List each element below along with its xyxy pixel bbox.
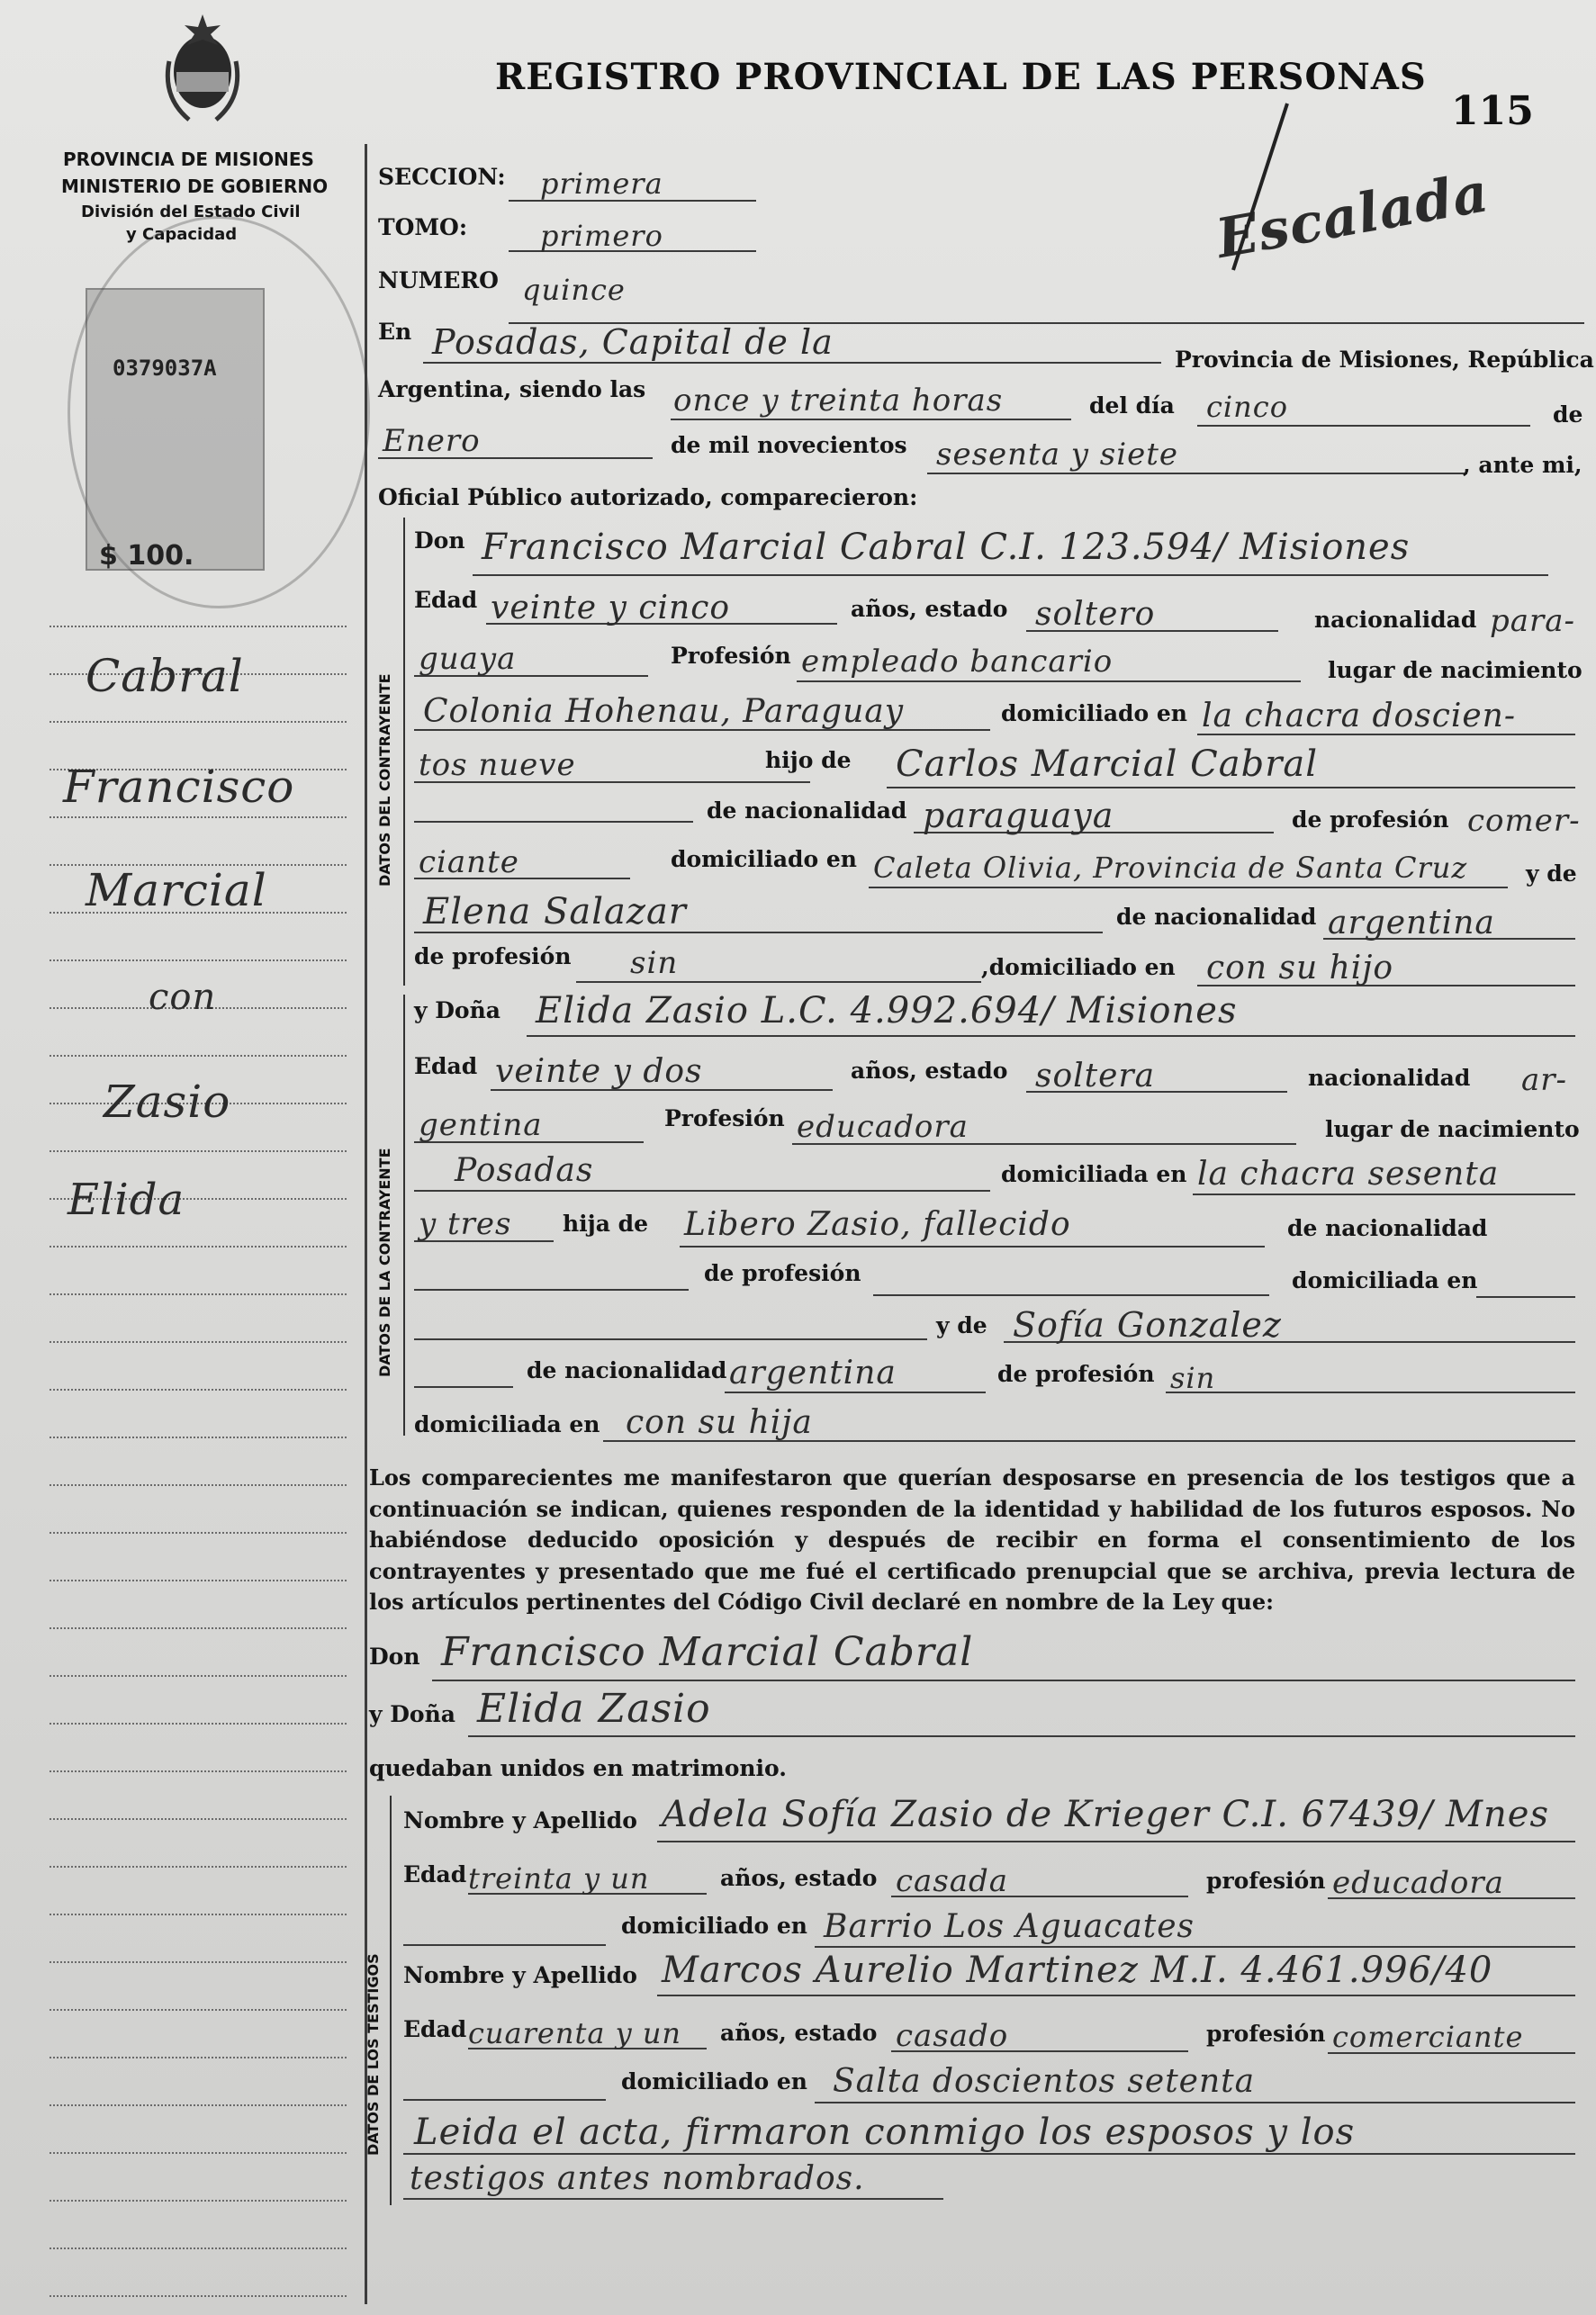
bride-section-label: DATOS DE LA CONTRAYENTE bbox=[376, 1148, 393, 1377]
bride-dom-1: la chacra sesenta bbox=[1197, 1156, 1500, 1193]
union-dona-label: y Doña bbox=[369, 1701, 455, 1727]
w1-dom-label: domiciliado en bbox=[621, 1913, 807, 1939]
oficial-text: Oficial Público autorizado, comparecieron: bbox=[378, 484, 918, 510]
margin-dotted-line bbox=[50, 1246, 347, 1248]
margin-dotted-line bbox=[50, 1914, 347, 1915]
bride-padre-line bbox=[680, 1246, 1265, 1248]
del-dia-label: del día bbox=[1089, 392, 1175, 419]
anio-line bbox=[927, 473, 1467, 474]
w2-name-line bbox=[657, 1995, 1575, 1996]
bride-prof-label: Profesión bbox=[664, 1105, 785, 1131]
numero-label: NUMERO bbox=[378, 267, 499, 293]
bride-madre-prof: sin bbox=[1170, 1361, 1216, 1395]
closing-text-2: testigos antes nombrados. bbox=[410, 2160, 865, 2197]
w1-dom-line bbox=[815, 1946, 1575, 1948]
signature-flourish-icon bbox=[1197, 99, 1296, 279]
seccion-label: SECCION: bbox=[378, 164, 506, 190]
union-groom: Francisco Marcial Cabral bbox=[441, 1629, 974, 1675]
w2-dom-blank bbox=[403, 2099, 606, 2101]
w1-prof: educadora bbox=[1332, 1865, 1504, 1901]
page-title: REGISTRO PROVINCIAL DE LAS PERSONAS bbox=[495, 56, 1427, 98]
coat-of-arms-icon bbox=[153, 7, 252, 133]
bride-dom-2: y tres bbox=[419, 1206, 512, 1242]
folio-number: 115 bbox=[1451, 88, 1534, 134]
bride-madre-dom: con su hija bbox=[626, 1404, 813, 1441]
groom-padre-prof-1: comer- bbox=[1467, 803, 1581, 839]
hora-value: once y treinta horas bbox=[673, 383, 1004, 419]
bride-name-line bbox=[527, 1035, 1575, 1037]
margin-dotted-line bbox=[50, 2104, 347, 2106]
w1-prof-label: profesión bbox=[1206, 1868, 1326, 1894]
margin-given-name: Francisco bbox=[63, 761, 295, 813]
w1-name: Adela Sofía Zasio de Krieger C.I. 67439/ Mnes bbox=[662, 1794, 1549, 1835]
margin-dotted-line bbox=[50, 1150, 347, 1152]
groom-dom-line bbox=[1197, 734, 1575, 735]
bride-y-de-label: y de bbox=[936, 1312, 987, 1338]
bride-name: Elida Zasio L.C. 4.992.694/ Misiones bbox=[536, 990, 1238, 1031]
bride-edad: veinte y dos bbox=[495, 1053, 703, 1090]
groom-madre-nac-label: de nacionalidad bbox=[1116, 904, 1317, 930]
margin-bride-surname: Zasio bbox=[104, 1076, 231, 1128]
groom-dom-label: domiciliado en bbox=[1001, 700, 1187, 726]
stamp-value: $ 100. bbox=[99, 540, 194, 572]
w2-name: Marcos Aurelio Martinez M.I. 4.461.996/40 bbox=[662, 1950, 1493, 1991]
bride-anos-label: años, estado bbox=[851, 1058, 1008, 1084]
groom-edad-label: Edad bbox=[414, 587, 478, 613]
witness-section-label: DATOS DE LOS TESTIGOS bbox=[365, 1953, 382, 2156]
groom-padre-dom: Caleta Olivia, Provincia de Santa Cruz bbox=[873, 851, 1468, 885]
margin-dotted-line bbox=[50, 1341, 347, 1343]
bride-dom-line bbox=[1193, 1194, 1575, 1195]
bride-edad-label: Edad bbox=[414, 1053, 478, 1079]
margin-dotted-line bbox=[50, 1723, 347, 1725]
bride-nac-1: ar- bbox=[1521, 1062, 1568, 1098]
dia-value: cinco bbox=[1206, 390, 1288, 424]
w1-dom: Barrio Los Aguacates bbox=[824, 1908, 1195, 1945]
w1-estado: casada bbox=[896, 1863, 1009, 1899]
province-heading: PROVINCIA DE MISIONES bbox=[63, 149, 314, 170]
groom-anos-label: años, estado bbox=[851, 596, 1008, 622]
w2-dom-line bbox=[815, 2102, 1575, 2103]
bride-madre-prof-line bbox=[1166, 1392, 1575, 1393]
groom-madre-prof-line bbox=[576, 981, 981, 983]
bride-madre-nac-line bbox=[725, 1392, 986, 1393]
seccion-value: primera bbox=[540, 167, 663, 201]
margin-dotted-line bbox=[50, 2152, 347, 2154]
margin-surname: Cabral bbox=[86, 650, 244, 702]
bride-nac-2: gentina bbox=[419, 1107, 543, 1143]
bride-lugar: Posadas bbox=[455, 1152, 594, 1189]
groom-padre-prof-2: ciante bbox=[419, 844, 519, 880]
bride-nac-label: nacionalidad bbox=[1308, 1065, 1471, 1091]
margin-dotted-line bbox=[50, 816, 347, 818]
groom-padre-nac-label: de nacionalidad bbox=[707, 797, 907, 824]
bride-padre-prof-label: de profesión bbox=[704, 1260, 861, 1286]
w1-nombre-label: Nombre y Apellido bbox=[403, 1807, 637, 1833]
bride-dom-label: domiciliada en bbox=[1001, 1161, 1187, 1187]
bride-madre: Sofía Gonzalez bbox=[1013, 1305, 1282, 1345]
margin-dotted-line bbox=[50, 1580, 347, 1581]
tomo-label: TOMO: bbox=[378, 214, 468, 240]
bride-madre-dom-label: domiciliada en bbox=[414, 1411, 600, 1437]
stamp-number: 0379037A bbox=[113, 356, 217, 381]
closing-line-1 bbox=[403, 2153, 1575, 2155]
w1-edad: treinta y un bbox=[468, 1861, 650, 1896]
bride-madre-prof-label: de profesión bbox=[997, 1361, 1155, 1387]
bride-profesion: educadora bbox=[797, 1109, 969, 1145]
w2-dom: Salta doscientos setenta bbox=[833, 2063, 1256, 2100]
margin-dotted-line bbox=[50, 2200, 347, 2202]
margin-dotted-line bbox=[50, 1627, 347, 1629]
legal-paragraph: Los comparecientes me manifestaron que querían desposarse en presencia de los testigos que a continuación se indican, quienes responden de la identidad y habilidad de los futuros esposos. No habiéndose deducido oposición y después de recibir en forma el consentimiento de los contrayentes y presentado que me fué el certificado prenupcial que se archiva, previa lectura de los artículos pertinentes del Código Civil declaré en nombre de la Ley que: bbox=[369, 1464, 1575, 1615]
groom-name: Francisco Marcial Cabral C.I. 123.594/ Misiones bbox=[482, 527, 1411, 568]
groom-lugar: Colonia Hohenau, Paraguay bbox=[423, 693, 905, 730]
margin-con: con bbox=[149, 977, 217, 1018]
margin-dotted-line bbox=[50, 1770, 347, 1772]
revenue-stamp bbox=[86, 288, 265, 571]
groom-madre: Elena Salazar bbox=[423, 891, 687, 932]
bride-padre-nac-label: de nacionalidad bbox=[1287, 1215, 1488, 1241]
w2-edad: cuarenta y un bbox=[468, 2016, 682, 2050]
groom-name-line bbox=[473, 574, 1548, 576]
margin-dotted-line bbox=[50, 2247, 347, 2249]
groom-padre-dom-label: domiciliado en bbox=[671, 846, 857, 872]
groom-dom-2: tos nueve bbox=[419, 747, 576, 783]
groom-don-label: Don bbox=[414, 527, 465, 554]
tomo-value: primero bbox=[540, 219, 663, 253]
w2-nombre-label: Nombre y Apellido bbox=[403, 1962, 637, 1988]
bride-lugar-label: lugar de nacimiento bbox=[1325, 1116, 1580, 1142]
provincia-text: Provincia de Misiones, República bbox=[1175, 347, 1594, 373]
bride-dona-label: y Doña bbox=[414, 997, 500, 1023]
witness-section-rule bbox=[390, 1796, 392, 2205]
en-line bbox=[423, 362, 1161, 364]
groom-padre-line bbox=[887, 787, 1575, 788]
groom-dom-1: la chacra doscien- bbox=[1202, 698, 1517, 734]
groom-estado: soltero bbox=[1035, 596, 1156, 633]
groom-padre: Carlos Marcial Cabral bbox=[896, 743, 1318, 785]
w2-anos-label: años, estado bbox=[720, 2020, 878, 2046]
margin-dotted-line bbox=[50, 1437, 347, 1438]
dia-line bbox=[1197, 425, 1530, 427]
bride-padre: Libero Zasio, fallecido bbox=[684, 1206, 1071, 1243]
en-label: En bbox=[378, 319, 412, 345]
de-label: de bbox=[1553, 401, 1583, 428]
bride-section-rule bbox=[403, 995, 405, 1436]
w1-name-line bbox=[657, 1841, 1575, 1842]
groom-edad: veinte y cinco bbox=[491, 590, 731, 626]
groom-prof-label: Profesión bbox=[671, 643, 791, 669]
margin-dotted-line bbox=[50, 1484, 347, 1486]
groom-madre-dom-label: ,domiciliado en bbox=[981, 954, 1176, 980]
registrar-signature: Escalada bbox=[1212, 161, 1494, 271]
margin-dotted-line bbox=[50, 1055, 347, 1057]
de-mil-label: de mil novecientos bbox=[671, 432, 907, 458]
union-bride: Elida Zasio bbox=[477, 1686, 711, 1732]
division-heading-2: y Capacidad bbox=[126, 225, 238, 244]
groom-padre-blank bbox=[414, 821, 693, 823]
margin-middle-name: Marcial bbox=[86, 864, 267, 916]
bride-madre-blank bbox=[414, 1386, 513, 1388]
bride-padre-dom-blank bbox=[414, 1338, 927, 1340]
margin-dotted-line bbox=[50, 959, 347, 961]
groom-nac-2: guaya bbox=[419, 641, 517, 677]
groom-padre-nac: paraguaya bbox=[923, 796, 1114, 835]
margin-dotted-line bbox=[50, 1675, 347, 1677]
groom-madre-nac: argentina bbox=[1328, 905, 1495, 941]
margin-dotted-line bbox=[50, 2295, 347, 2297]
bride-padre-dom-line bbox=[1476, 1296, 1575, 1298]
margin-bride-name: Elida bbox=[68, 1175, 185, 1225]
closing-line-2 bbox=[403, 2198, 943, 2200]
margin-dotted-line bbox=[50, 626, 347, 627]
ministry-heading: MINISTERIO DE GOBIERNO bbox=[61, 176, 329, 197]
w2-prof: comerciante bbox=[1332, 2020, 1524, 2054]
w1-edad-label: Edad bbox=[403, 1861, 467, 1887]
groom-madre-dom: con su hijo bbox=[1206, 950, 1394, 986]
margin-dotted-line bbox=[50, 1293, 347, 1295]
margin-dotted-line bbox=[50, 1389, 347, 1391]
groom-section-rule bbox=[403, 518, 405, 986]
anio-value: sesenta y siete bbox=[936, 437, 1179, 473]
w2-prof-label: profesión bbox=[1206, 2021, 1326, 2047]
w2-dom-label: domiciliado en bbox=[621, 2068, 807, 2094]
union-groom-line bbox=[432, 1680, 1575, 1681]
bride-madre-nac-label: de nacionalidad bbox=[527, 1357, 727, 1383]
margin-dotted-line bbox=[50, 1532, 347, 1534]
closing-text-1: Leida el acta, firmaron conmigo los esposos y los bbox=[414, 2112, 1356, 2153]
groom-section-label: DATOS DEL CONTRAYENTE bbox=[376, 673, 393, 887]
mes-value: Enero bbox=[383, 423, 481, 459]
groom-hijo-label: hijo de bbox=[765, 747, 852, 773]
groom-padre-dom-line bbox=[869, 887, 1508, 888]
bride-madre-nac: argentina bbox=[729, 1355, 897, 1392]
margin-dotted-line bbox=[50, 2057, 347, 2058]
bride-hija-label: hija de bbox=[563, 1211, 649, 1237]
bride-padre-prof-line bbox=[873, 1294, 1269, 1296]
en-value: Posadas, Capital de la bbox=[432, 322, 834, 362]
union-closing: quedaban unidos en matrimonio. bbox=[369, 1755, 787, 1781]
ante-mi-label: , ante mi, bbox=[1463, 452, 1582, 478]
bride-lugar-line bbox=[414, 1190, 990, 1192]
union-don-label: Don bbox=[369, 1644, 420, 1670]
margin-dotted-line bbox=[50, 1866, 347, 1868]
w1-anos-label: años, estado bbox=[720, 1865, 878, 1891]
union-bride-line bbox=[468, 1735, 1575, 1737]
margin-dotted-line bbox=[50, 2009, 347, 2011]
numero-value: quince bbox=[522, 273, 626, 307]
groom-nac-1: para- bbox=[1490, 603, 1576, 639]
hora-line bbox=[671, 419, 1071, 420]
bride-padre-dom-label: domiciliada en bbox=[1292, 1267, 1478, 1293]
w2-edad-label: Edad bbox=[403, 2016, 467, 2042]
groom-padre-prof-label: de profesión bbox=[1292, 806, 1449, 833]
w1-dom-blank bbox=[403, 1944, 606, 1946]
groom-profesion: empleado bancario bbox=[801, 644, 1114, 680]
groom-nac-label: nacionalidad bbox=[1314, 607, 1477, 633]
bride-estado: soltera bbox=[1035, 1058, 1156, 1094]
groom-lugar-label: lugar de nacimiento bbox=[1328, 657, 1582, 683]
bride-padre-nac-line bbox=[414, 1289, 689, 1291]
margin-dotted-line bbox=[50, 1818, 347, 1820]
groom-prof-line bbox=[797, 680, 1301, 682]
groom-y-de-label: y de bbox=[1526, 860, 1577, 887]
groom-madre-prof: sin bbox=[630, 945, 679, 981]
division-heading: División del Estado Civil bbox=[81, 203, 301, 221]
groom-madre-prof-label: de profesión bbox=[414, 943, 572, 969]
margin-dotted-line bbox=[50, 1961, 347, 1963]
argentina-text: Argentina, siendo las bbox=[378, 376, 646, 402]
margin-dotted-line bbox=[50, 721, 347, 723]
w2-estado: casado bbox=[896, 2018, 1009, 2054]
